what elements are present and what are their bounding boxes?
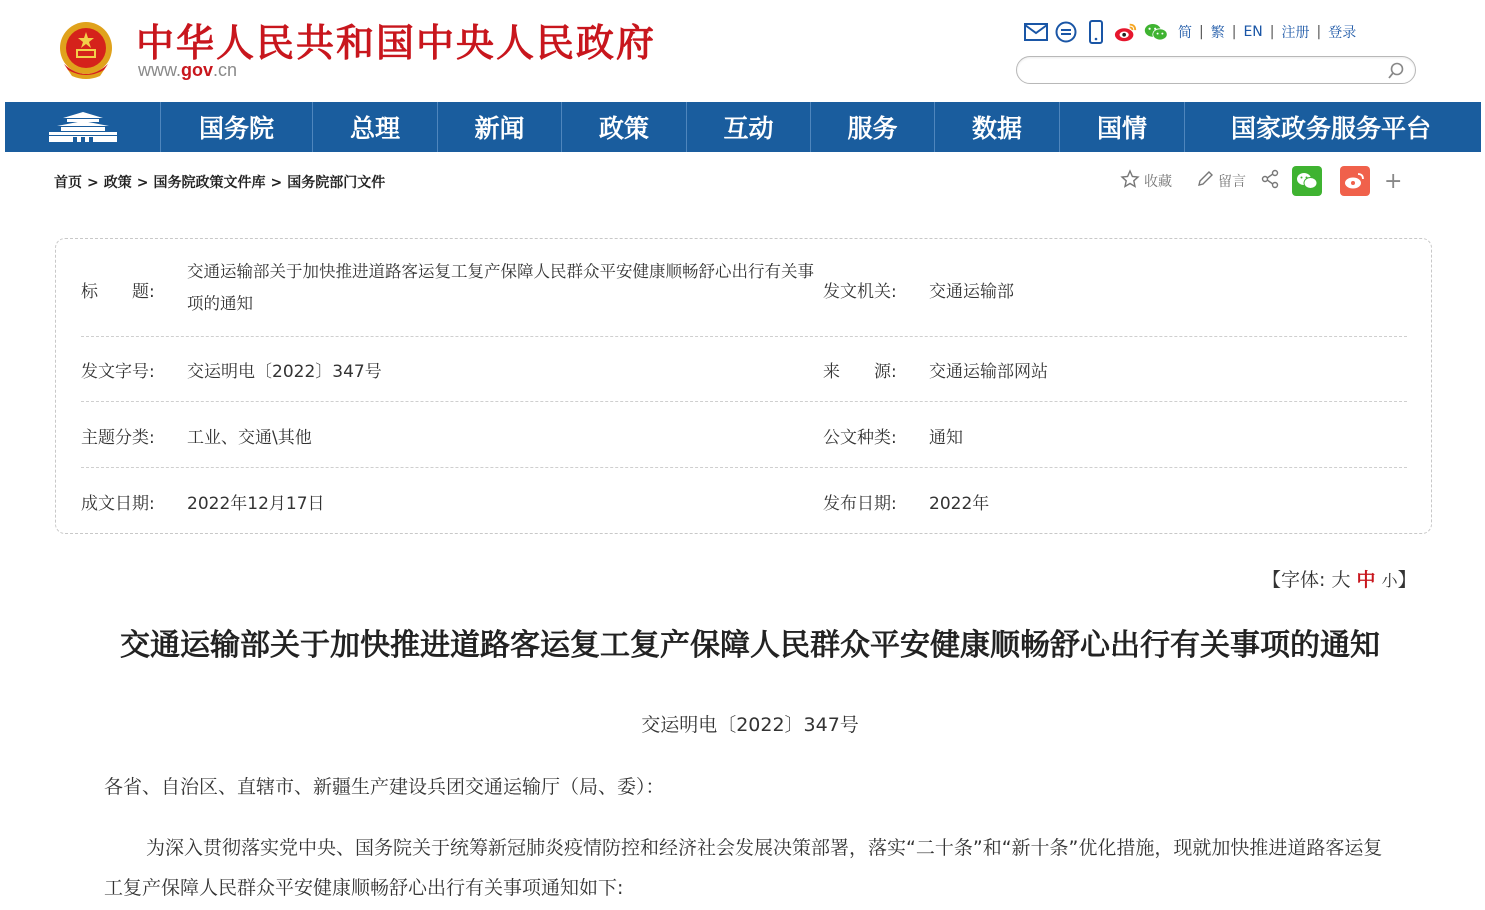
weibo-share-icon[interactable] [1340, 166, 1370, 196]
nav-item-policy[interactable]: 政策 [562, 102, 687, 152]
share-bar [1120, 166, 1402, 196]
search-icon[interactable] [1387, 62, 1405, 80]
nav-item-state-council[interactable]: 国务院 [161, 102, 313, 152]
category-label: 主题分类: [81, 428, 155, 448]
breadcrumb-home[interactable]: 首页 [54, 175, 82, 191]
source-value: 交通运输部网站 [929, 362, 1048, 382]
wechat-icon[interactable] [1144, 20, 1168, 44]
breadcrumb-policy[interactable]: 政策 [103, 175, 132, 191]
doc-number-value: 交运明电〔2022〕347号 [187, 362, 382, 382]
site-header [0, 0, 1485, 102]
top-tools [1024, 20, 1356, 44]
nav-item-news[interactable]: 新闻 [438, 102, 562, 152]
nav-item-interaction[interactable]: 互动 [687, 102, 811, 152]
written-date-label: 成文日期: [81, 494, 155, 514]
language-links [1178, 22, 1356, 42]
info-row-dates [81, 468, 1407, 534]
source-label: 来 源: [823, 362, 897, 382]
lang-simplified-link[interactable]: 简 [1178, 25, 1192, 41]
info-row-doc-number [81, 337, 1407, 402]
register-link[interactable]: 注册 [1281, 25, 1310, 41]
site-url[interactable] [138, 60, 237, 81]
title-label: 标 题: [81, 282, 155, 302]
font-size-prefix: 【字体: [1262, 569, 1326, 591]
article-title: 交通运输部关于加快推进道路客运复工复产保障人民群众平安健康顺畅舒心出行有关事项的通知 [120, 628, 1380, 663]
nav-home-tiananmen-icon[interactable] [5, 102, 161, 152]
site-title[interactable]: 中华人民共和国中央人民政府 [136, 21, 657, 65]
published-date-label: 发布日期: [823, 494, 897, 514]
breadcrumb-separator: > [270, 175, 283, 191]
national-emblem-logo[interactable] [54, 18, 118, 84]
font-size-medium-button[interactable]: 中 [1356, 569, 1376, 591]
main-nav [5, 102, 1481, 152]
weibo-icon[interactable] [1114, 20, 1138, 44]
title-value: 交通运输部关于加快推进道路客运复工复产保障人民群众平安健康顺畅舒心出行有关事项的通知 [187, 262, 814, 313]
wechat-share-icon[interactable] [1292, 166, 1322, 196]
mail-icon[interactable] [1024, 20, 1048, 44]
star-icon[interactable] [1120, 169, 1140, 193]
lang-traditional-link[interactable]: 繁 [1210, 25, 1225, 41]
info-row-title [81, 239, 1407, 337]
nav-item-gov-service-platform[interactable]: 国家政务服务平台 [1230, 114, 1431, 143]
separator: | [1316, 24, 1322, 40]
doc-number-label: 发文字号: [81, 362, 155, 382]
doc-type-value: 通知 [929, 428, 963, 448]
article-salutation: 各省、自治区、直辖市、新疆生产建设兵团交通运输厅（局、委）： [104, 776, 665, 798]
breadcrumb-department-docs[interactable]: 国务院部门文件 [287, 175, 386, 191]
login-link[interactable]: 登录 [1328, 25, 1357, 41]
category-value: 工业、交通\其他 [187, 428, 312, 448]
nav-item-premier[interactable]: 总理 [313, 102, 438, 152]
document-info-box [55, 238, 1432, 534]
pencil-icon[interactable] [1196, 170, 1214, 192]
font-size-large-button[interactable]: 大 [1331, 569, 1351, 591]
doc-type-label: 公文种类: [823, 428, 897, 448]
breadcrumb-separator: > [87, 175, 99, 191]
lang-english-link[interactable]: EN [1243, 24, 1263, 40]
breadcrumb [54, 172, 385, 192]
search-input[interactable] [1016, 56, 1416, 84]
written-date-value: 2022年12月17日 [187, 494, 325, 514]
comment-link[interactable]: 留言 [1218, 174, 1246, 190]
site-url-suffix: .cn [213, 60, 238, 80]
article-doc-number: 交运明电〔2022〕347号 [641, 714, 859, 736]
breadcrumb-separator: > [136, 175, 149, 191]
more-share-button[interactable]: + [1384, 168, 1403, 194]
message-icon[interactable] [1054, 20, 1078, 44]
site-url-domain: gov [181, 60, 214, 80]
share-icon[interactable] [1260, 169, 1280, 193]
separator: | [1199, 24, 1204, 40]
nav-item-services[interactable]: 服务 [811, 102, 935, 152]
favorite-link[interactable]: 收藏 [1144, 174, 1172, 190]
separator: | [1231, 24, 1237, 40]
font-size-switcher [1262, 565, 1417, 592]
issuer-label: 发文机关: [823, 282, 897, 302]
info-row-category [81, 402, 1407, 468]
breadcrumb-policy-library[interactable]: 国务院政策文件库 [153, 175, 266, 191]
font-size-small-button[interactable]: 小 [1381, 571, 1398, 590]
mobile-icon[interactable] [1084, 20, 1108, 44]
font-size-suffix: 】 [1397, 569, 1417, 591]
issuer-value: 交通运输部 [929, 282, 1014, 302]
nav-item-national-info[interactable]: 国情 [1060, 102, 1185, 152]
published-date-value: 2022年 [929, 494, 990, 514]
article-paragraph: 为深入贯彻落实党中央、国务院关于统筹新冠肺炎疫情防控和经济社会发展决策部署，落实“二十条”和“新十条”优化措施，现就加快推进道路客运复工复产保障人民群众平安健康顺畅舒心出行有关事项通知如下: [104, 837, 1383, 899]
separator: | [1269, 24, 1275, 40]
nav-item-data[interactable]: 数据 [935, 102, 1060, 152]
site-url-prefix: www. [138, 60, 182, 80]
